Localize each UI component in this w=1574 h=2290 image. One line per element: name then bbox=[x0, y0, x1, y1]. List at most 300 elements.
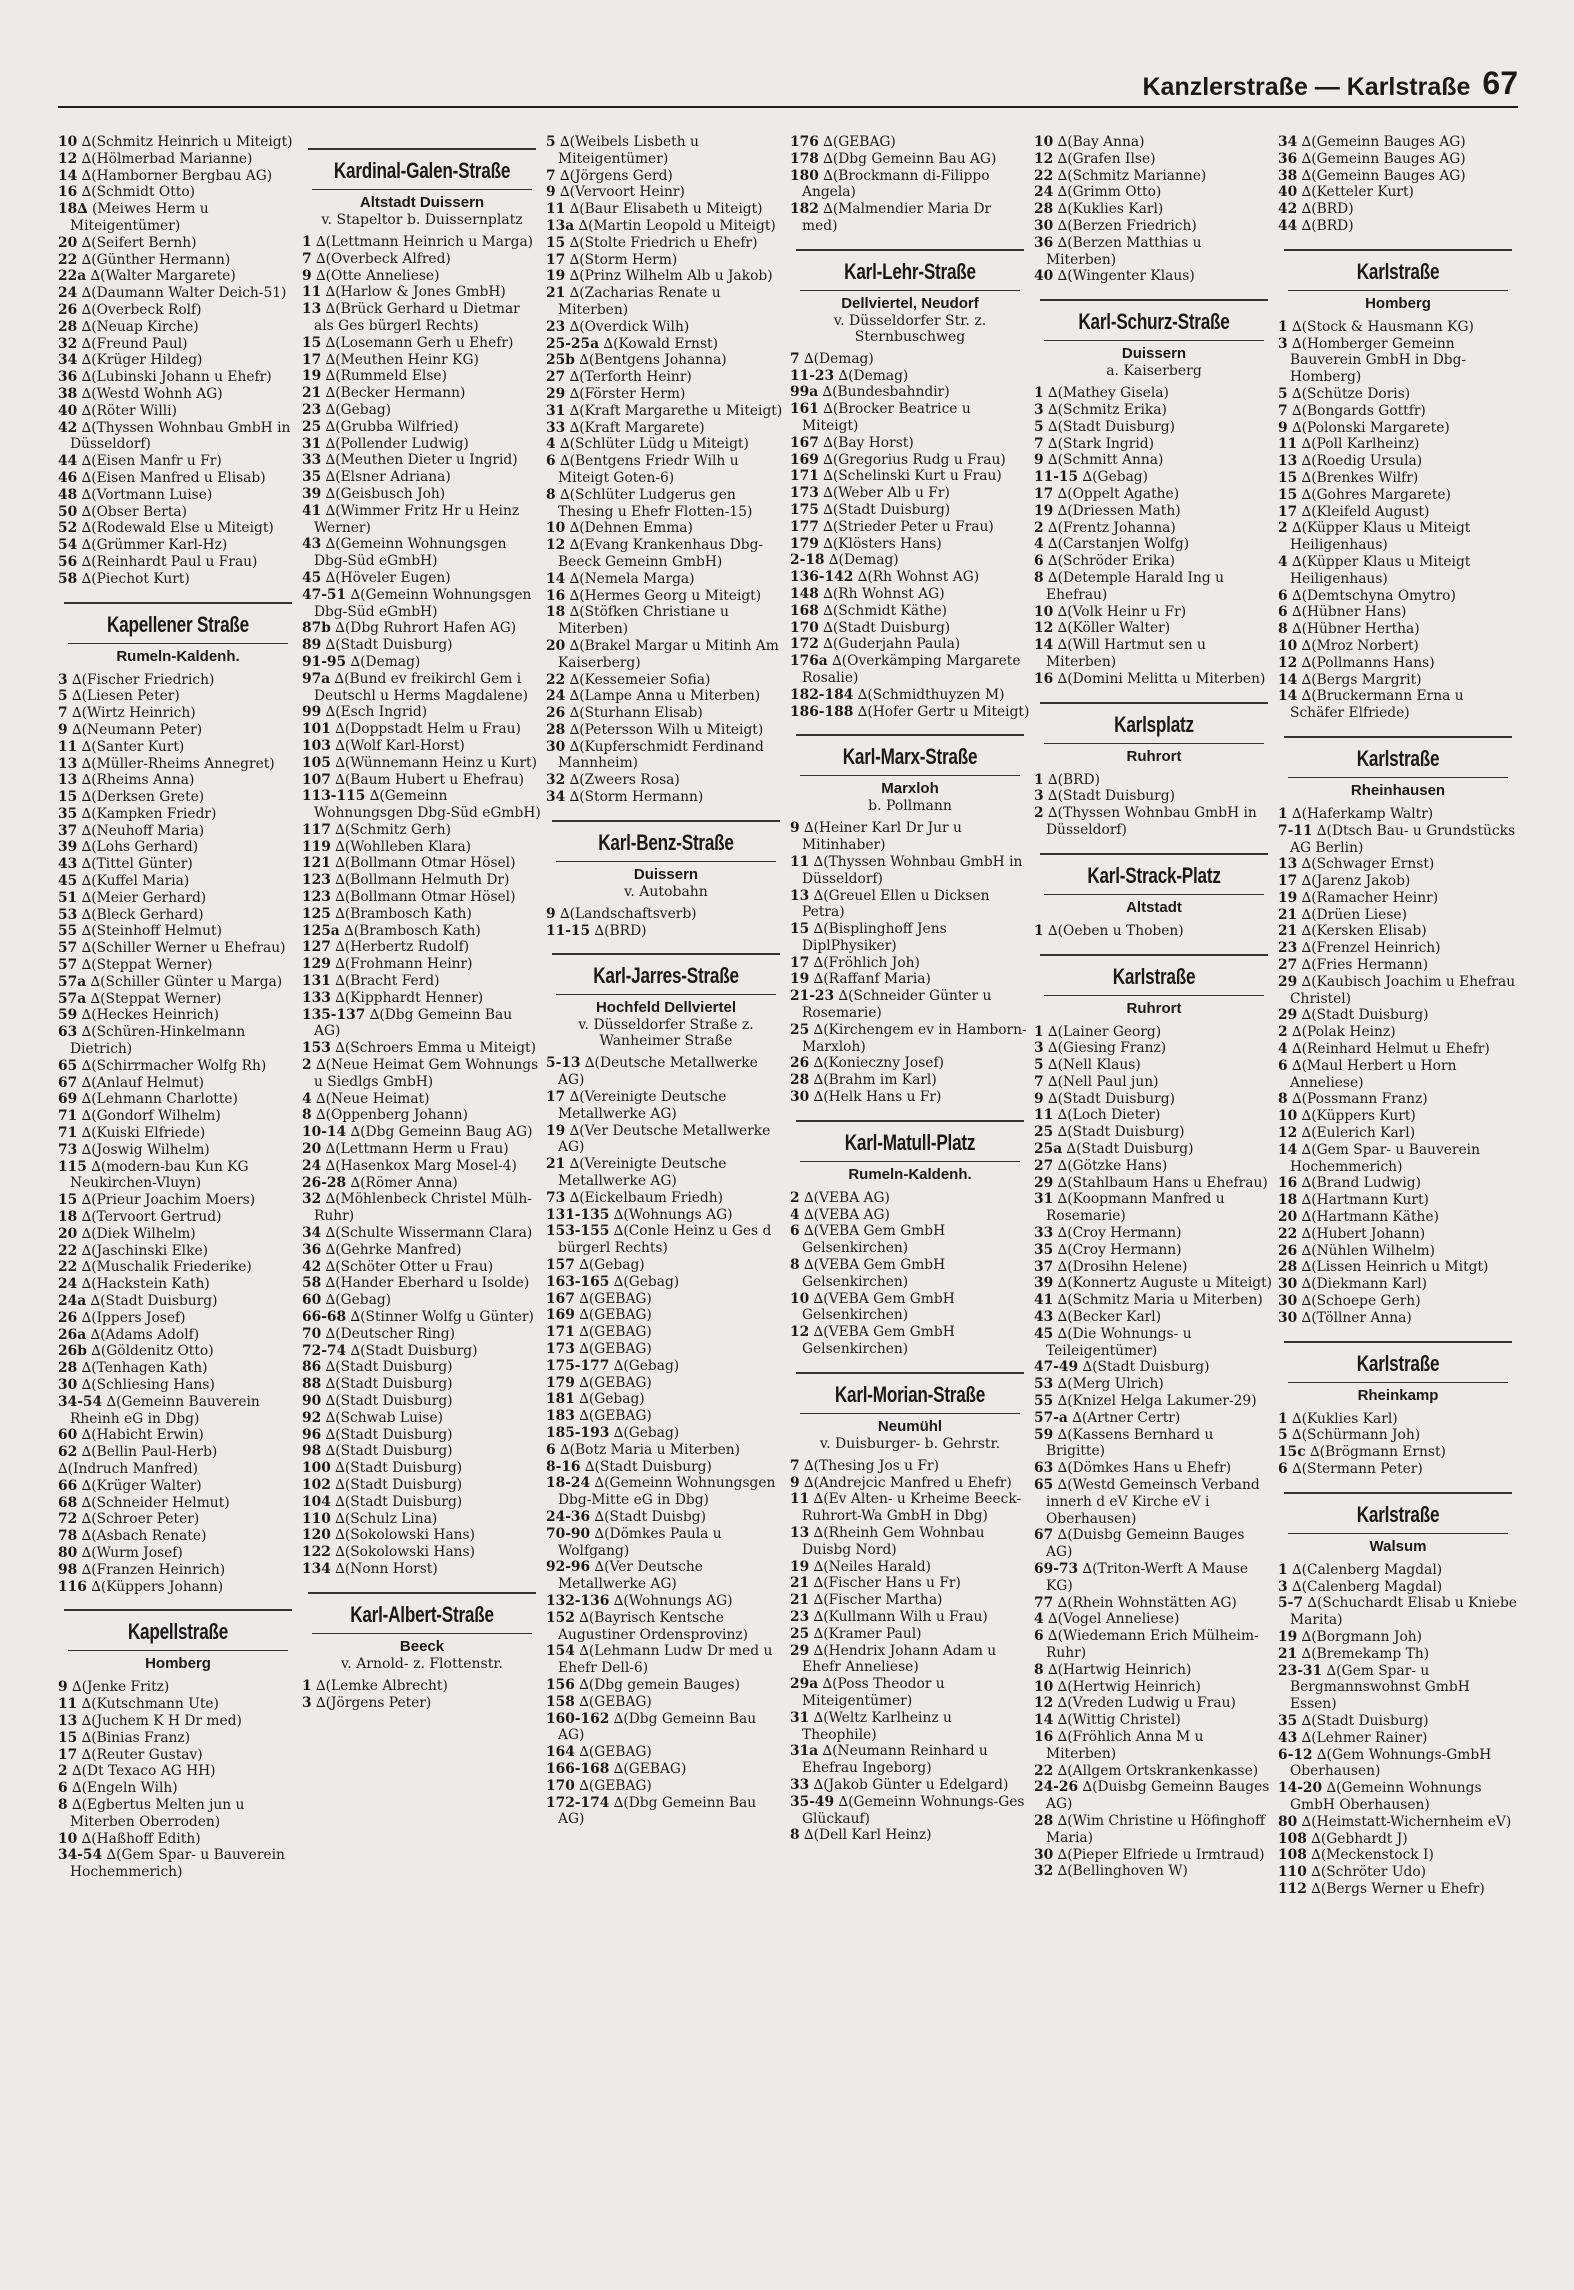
directory-entry bbox=[1278, 201, 1518, 218]
directory-entry bbox=[1034, 1813, 1274, 1847]
directory-entry bbox=[546, 1156, 786, 1190]
house-number: 11 bbox=[58, 1696, 78, 1713]
house-number: 29 bbox=[1034, 1174, 1054, 1191]
house-number: 23-31 bbox=[1278, 1662, 1323, 1679]
directory-entry bbox=[790, 1609, 1030, 1626]
directory-entry bbox=[58, 554, 298, 571]
house-number: 103 bbox=[302, 737, 331, 754]
owner-name: ∆(Knizel Helga Lakumer-29) bbox=[1057, 1393, 1257, 1410]
house-number: 22 bbox=[58, 1259, 78, 1276]
house-number: 53 bbox=[1034, 1376, 1054, 1393]
directory-entry bbox=[790, 1257, 1030, 1291]
owner-name: ∆(Poll Karlheinz) bbox=[1301, 436, 1420, 453]
house-number: 131-135 bbox=[546, 1206, 610, 1223]
house-number: 177 bbox=[790, 518, 819, 535]
owner-name: ∆(Gemeinn Bauges AG) bbox=[1301, 167, 1466, 184]
street-name: Karl-Benz-Straße bbox=[598, 829, 734, 855]
directory-entry bbox=[546, 672, 786, 689]
owner-name: ∆(Neue Heimat Gem Wohnungs u Siedlgs GmbH) bbox=[314, 1057, 539, 1090]
owner-name: ∆(Grubba Wilfried) bbox=[325, 418, 459, 435]
owner-name: ∆(Wittig Christel) bbox=[1057, 1712, 1181, 1729]
owner-name: ∆(Stahlbaum Hans u Ehefrau) bbox=[1057, 1174, 1268, 1191]
owner-name: ∆(Bleck Gerhard) bbox=[81, 906, 204, 923]
directory-entry bbox=[1034, 1695, 1274, 1712]
house-number: 17 bbox=[302, 351, 322, 368]
directory-entry bbox=[58, 1091, 298, 1108]
owner-name: ∆(Stadt Duisburg) bbox=[90, 1293, 218, 1309]
house-number: 15 bbox=[58, 1192, 78, 1209]
owner-name: ∆(Zacharias Renate u Miterben) bbox=[558, 285, 721, 318]
owner-name: ∆(Brand Ludwig) bbox=[1301, 1175, 1421, 1192]
street-heading bbox=[1278, 1492, 1518, 1556]
directory-entry bbox=[1034, 671, 1274, 688]
directory-entry bbox=[1034, 1460, 1274, 1477]
directory-entry bbox=[58, 1831, 298, 1848]
directory-entry bbox=[58, 1360, 298, 1377]
directory-entry bbox=[1034, 1191, 1274, 1225]
owner-name: ∆(Oppenberg Johann) bbox=[316, 1107, 468, 1124]
house-number: 14 bbox=[1278, 1141, 1298, 1158]
owner-name: ∆(Ketteler Kurt) bbox=[1301, 184, 1414, 201]
directory-entry bbox=[546, 1643, 786, 1677]
owner-name: ∆(Stadt Duisbg) bbox=[594, 1508, 707, 1525]
owner-name: ∆(Stark Ingrid) bbox=[1048, 435, 1154, 452]
owner-name: ∆(Seifert Bernh) bbox=[81, 234, 197, 251]
owner-name: ∆(Schliesing Hans) bbox=[81, 1376, 215, 1393]
owner-name: ∆(Günther Hermann) bbox=[81, 251, 231, 268]
house-number: 178 bbox=[790, 150, 819, 167]
owner-name: ∆(Frentz Johanna) bbox=[1048, 519, 1176, 536]
owner-name: ∆(Joswig Wilhelm) bbox=[81, 1141, 210, 1158]
directory-entry bbox=[1278, 554, 1518, 588]
district-name: Walsum bbox=[1369, 1537, 1427, 1555]
owner-name: ∆(Höveler Eugen) bbox=[325, 569, 451, 586]
house-number: 36 bbox=[58, 369, 78, 386]
house-number: 5 bbox=[1278, 1427, 1288, 1444]
owner-name: ∆(Gemeinn Bauverein Rheinh eG in Dbg) bbox=[70, 1393, 260, 1427]
owner-name: ∆(Küppers Johann) bbox=[91, 1578, 224, 1595]
house-number: 125 bbox=[302, 905, 331, 922]
directory-entry bbox=[1034, 1326, 1274, 1360]
house-number: 15 bbox=[302, 334, 322, 351]
house-number: 110 bbox=[302, 1510, 331, 1527]
house-number: 8 bbox=[790, 1257, 800, 1274]
owner-name: ∆(Neuap Kirche) bbox=[81, 318, 199, 335]
owner-name: ∆(Overkämping Margarete Rosalie) bbox=[802, 653, 1021, 686]
directory-entry bbox=[1034, 452, 1274, 469]
directory-entry bbox=[302, 1410, 542, 1427]
house-number: 8 bbox=[1278, 1091, 1288, 1108]
directory-entry bbox=[546, 1778, 786, 1795]
house-number: 12 bbox=[1034, 620, 1054, 637]
district-name: Duissern bbox=[1121, 345, 1187, 363]
house-number: 24 bbox=[546, 688, 566, 705]
directory-entry bbox=[58, 235, 298, 252]
house-number: 45 bbox=[58, 873, 78, 890]
house-number: 112 bbox=[1278, 1880, 1307, 1897]
house-number: 3 bbox=[1034, 1040, 1044, 1057]
owner-name: ∆(Schmitz Heinrich u Miteigt) bbox=[81, 134, 293, 150]
owner-name: ∆(Konnertz Auguste u Miteigt) bbox=[1057, 1275, 1273, 1292]
house-number: 105 bbox=[302, 754, 331, 771]
directory-entry bbox=[1278, 1041, 1518, 1058]
heading-rule bbox=[1040, 299, 1268, 301]
street-name: Karl-Schurz-Straße bbox=[1078, 309, 1230, 335]
directory-entry bbox=[58, 1427, 298, 1444]
district-name: Hochfeld Dellviertel bbox=[595, 999, 737, 1017]
directory-entry bbox=[58, 302, 298, 319]
owner-name: ∆(Gebag) bbox=[325, 1292, 392, 1309]
house-number: 1 bbox=[1034, 385, 1044, 402]
owner-name: ∆(Brambosch Kath) bbox=[344, 922, 481, 939]
house-number: 117 bbox=[302, 821, 331, 838]
directory-entry bbox=[302, 738, 542, 755]
directory-entry bbox=[546, 1711, 786, 1745]
owner-name: ∆(Eickelbaum Friedh) bbox=[569, 1189, 724, 1206]
house-number: 175-177 bbox=[546, 1357, 610, 1374]
house-number: 62 bbox=[58, 1444, 78, 1461]
house-number: 89 bbox=[302, 637, 322, 654]
house-number: 6 bbox=[1034, 1628, 1044, 1645]
owner-name: ∆(Kowald Ernst) bbox=[603, 335, 718, 352]
owner-name: ∆(Stadt Duisburg) bbox=[325, 1376, 453, 1393]
district-name: Beeck bbox=[399, 1637, 445, 1655]
house-number: 163-165 bbox=[546, 1273, 610, 1290]
owner-name: ∆(Wingenter Klaus) bbox=[1057, 268, 1195, 285]
house-number: 25 bbox=[790, 1625, 810, 1642]
directory-entry bbox=[58, 1125, 298, 1142]
directory-entry bbox=[58, 1310, 298, 1327]
house-number: 14 bbox=[1034, 637, 1054, 654]
directory-entry bbox=[546, 1694, 786, 1711]
house-number: 13 bbox=[1278, 453, 1298, 470]
directory-entry bbox=[546, 285, 786, 319]
house-number: 27 bbox=[546, 369, 566, 386]
directory-entry bbox=[1034, 1175, 1274, 1192]
house-number: 8 bbox=[302, 1107, 312, 1124]
directory-entry bbox=[1278, 1259, 1518, 1276]
directory-entry bbox=[546, 1375, 786, 1392]
directory-entry bbox=[58, 1276, 298, 1293]
owner-name: ∆(Steppat Werner) bbox=[81, 957, 213, 974]
house-number: 10 bbox=[1034, 603, 1054, 620]
house-number: 2 bbox=[1034, 519, 1044, 536]
directory-entry bbox=[1034, 1242, 1274, 1259]
house-number: 11-15 bbox=[546, 922, 591, 939]
house-number: 21 bbox=[1278, 1645, 1298, 1662]
owner-name: ∆(Bollmann Otmar Hösel) bbox=[335, 855, 516, 872]
house-number: 39 bbox=[302, 485, 322, 502]
owner-name: ∆(Landschaftsverb) bbox=[560, 905, 697, 922]
owner-name: ∆(Baum Hubert u Ehefrau) bbox=[335, 771, 524, 788]
house-number: 181 bbox=[546, 1391, 575, 1408]
owner-name: ∆(Storm Hermann) bbox=[569, 789, 704, 806]
directory-entry bbox=[546, 134, 786, 168]
owner-name: ∆(Giesing Franz) bbox=[1048, 1040, 1167, 1057]
directory-entry bbox=[1278, 1142, 1518, 1176]
directory-entry bbox=[1278, 134, 1518, 151]
owner-name: ∆(Meckenstock I) bbox=[1311, 1847, 1434, 1864]
owner-name: ∆(Demag) bbox=[804, 350, 874, 367]
house-number: 28 bbox=[58, 318, 78, 335]
house-number: 24 bbox=[58, 285, 78, 302]
house-number: 20 bbox=[302, 1141, 322, 1158]
owner-name: ∆(Borgmann Joh) bbox=[1301, 1628, 1423, 1645]
house-number: 153-155 bbox=[546, 1223, 610, 1240]
owner-name: ∆(Brück Gerhard u Dietmar als Ges bürgerl Rechts) bbox=[314, 301, 520, 334]
page-header bbox=[58, 64, 1518, 108]
house-number: 34-54 bbox=[58, 1847, 103, 1864]
house-number: 69 bbox=[58, 1091, 78, 1108]
owner-name: ∆(Asbach Renate) bbox=[81, 1528, 207, 1545]
owner-name: ∆(Schütze Doris) bbox=[1292, 385, 1411, 402]
house-number: 44 bbox=[1278, 217, 1298, 234]
directory-entry bbox=[58, 420, 298, 454]
house-number: 12 bbox=[790, 1324, 810, 1341]
column-5 bbox=[1034, 134, 1274, 2270]
directory-entry bbox=[302, 1191, 542, 1225]
directory-entry bbox=[1278, 873, 1518, 890]
district-name: Marxloh bbox=[881, 780, 939, 798]
owner-name: ∆(Schmitz Erika) bbox=[1048, 401, 1167, 418]
directory-entry bbox=[1034, 637, 1274, 671]
directory-entry bbox=[302, 620, 542, 637]
house-number: 18 bbox=[58, 1209, 78, 1226]
directory-entry bbox=[58, 1528, 298, 1545]
owner-name: ∆(Doppstadt Helm u Frau) bbox=[335, 721, 521, 738]
owner-name: ∆(Adams Adolf) bbox=[90, 1326, 200, 1343]
directory-entry bbox=[58, 1780, 298, 1797]
directory-entry bbox=[302, 503, 542, 537]
street-name: Karl-Matull-Platz bbox=[844, 1129, 976, 1155]
house-number: 65 bbox=[1034, 1477, 1054, 1494]
house-number: 29 bbox=[546, 385, 566, 402]
owner-name: ∆(Brögmann Ernst) bbox=[1310, 1444, 1446, 1461]
directory-entry bbox=[58, 722, 298, 739]
owner-name: ∆(Kullmann Wilh u Frau) bbox=[813, 1609, 988, 1625]
house-number: 16 bbox=[1034, 1728, 1054, 1745]
directory-entry bbox=[1278, 823, 1518, 857]
directory-entry bbox=[302, 1107, 542, 1124]
street-heading bbox=[1034, 853, 1274, 917]
directory-entry bbox=[1278, 655, 1518, 672]
owner-name: ∆(Gebhardt J) bbox=[1311, 1830, 1408, 1847]
directory-entry bbox=[546, 1341, 786, 1358]
directory-entry bbox=[58, 352, 298, 369]
heading-rule bbox=[796, 734, 1024, 736]
directory-entry bbox=[58, 739, 298, 756]
owner-name: ∆(Kassens Bernhard u Brigitte) bbox=[1046, 1426, 1214, 1460]
house-number: 36 bbox=[1278, 150, 1298, 167]
directory-entry bbox=[546, 1761, 786, 1778]
house-number: 42 bbox=[302, 1258, 322, 1275]
directory-entry bbox=[302, 1477, 542, 1494]
house-number: 30 bbox=[546, 738, 566, 755]
house-number: 35-49 bbox=[790, 1793, 835, 1810]
owner-name: ∆(Herbertz Rudolf) bbox=[335, 939, 470, 956]
directory-entry bbox=[1278, 806, 1518, 823]
directory-entry bbox=[1034, 1376, 1274, 1393]
house-number: 1 bbox=[1278, 318, 1288, 335]
directory-entry bbox=[302, 704, 542, 721]
district-name: Altstadt bbox=[1126, 898, 1182, 916]
owner-name: ∆(Kutschmann Ute) bbox=[81, 1696, 219, 1713]
house-number: 28 bbox=[546, 721, 566, 738]
owner-name: ∆(Rh Wohnst AG) bbox=[857, 569, 980, 586]
house-number: 11 bbox=[302, 284, 322, 301]
owner-name: ∆(Sokolowski Hans) bbox=[335, 1527, 476, 1544]
heading-rule bbox=[1288, 1533, 1508, 1534]
directory-entry bbox=[1034, 385, 1274, 402]
directory-entry bbox=[302, 1544, 542, 1561]
directory-entry bbox=[546, 168, 786, 185]
directory-entry bbox=[546, 1795, 786, 1829]
owner-name: ∆(Malmendier Maria Dr med) bbox=[802, 201, 992, 234]
owner-name: ∆(Küppers Kurt) bbox=[1301, 1108, 1416, 1125]
owner-name: ∆(Schmidthuyzen M) bbox=[857, 686, 1005, 703]
owner-name: ∆(Vereinigte Deutsche Metallwerke AG) bbox=[558, 1156, 727, 1190]
house-number: 10 bbox=[1034, 134, 1054, 150]
directory-entry bbox=[1278, 504, 1518, 521]
directory-entry bbox=[58, 201, 298, 235]
house-number: 18 bbox=[1278, 1192, 1298, 1209]
house-number: 4 bbox=[546, 436, 556, 453]
directory-entry bbox=[546, 923, 786, 940]
house-number: 34 bbox=[302, 1225, 322, 1242]
directory-entry bbox=[1278, 957, 1518, 974]
directory-entry bbox=[302, 1460, 542, 1477]
owner-name: ∆(Stadt Duisburg) bbox=[325, 637, 453, 654]
heading-rule bbox=[556, 861, 776, 862]
owner-name: ∆(Detemple Harald Ing u Ehefrau) bbox=[1046, 569, 1224, 603]
house-number: 30 bbox=[1278, 1276, 1298, 1293]
street-name: Kapellstraße bbox=[127, 1619, 229, 1645]
house-number: 13 bbox=[58, 1712, 78, 1729]
house-number: 30 bbox=[1034, 1846, 1054, 1863]
owner-name: ∆(Neue Heimat) bbox=[316, 1090, 430, 1107]
house-number: 173 bbox=[790, 485, 819, 502]
owner-name: ∆(Lemke Albrecht) bbox=[316, 1677, 448, 1694]
house-number: 40 bbox=[1034, 268, 1054, 285]
owner-name: ∆(Schmitz Marianne) bbox=[1057, 167, 1207, 184]
house-number: 33 bbox=[546, 419, 566, 436]
house-number: 9 bbox=[790, 820, 800, 837]
owner-name: ∆(Santer Kurt) bbox=[81, 738, 185, 755]
street-range: v. Düsseldorfer Str. z. Sternbuschweg bbox=[833, 312, 987, 345]
owner-name: ∆(Hartwig Heinrich) bbox=[1048, 1661, 1192, 1678]
directory-entry bbox=[1278, 1192, 1518, 1209]
house-number: 31 bbox=[302, 435, 322, 452]
owner-name: ∆(Gregorius Rudg u Frau) bbox=[823, 451, 1006, 468]
directory-entry bbox=[790, 351, 1030, 368]
house-number: 167 bbox=[546, 1290, 575, 1307]
directory-entry bbox=[546, 1089, 786, 1123]
directory-entry bbox=[1278, 436, 1518, 453]
house-number: 31 bbox=[790, 1709, 810, 1726]
directory-entry bbox=[58, 1293, 298, 1310]
directory-entry bbox=[790, 921, 1030, 955]
directory-entry bbox=[302, 335, 542, 352]
owner-name: ∆(Küpper Klaus u Miteigt Heiligenhaus) bbox=[1290, 520, 1471, 554]
owner-name: ∆(Thyssen Wohnbau GmbH in Düsseldorf) bbox=[70, 419, 291, 453]
house-number: 7 bbox=[790, 1457, 800, 1474]
house-number: 91-95 bbox=[302, 653, 347, 670]
directory-entry bbox=[302, 906, 542, 923]
directory-entry bbox=[1034, 168, 1274, 185]
owner-name: ∆(Tittel Günter) bbox=[81, 856, 193, 873]
owner-name: ∆(Schulte Wissermann Clara) bbox=[325, 1225, 533, 1242]
owner-name: ∆(Stadt Duisburg) bbox=[1066, 1141, 1194, 1158]
owner-name: ∆(Lampe Anna u Miterben) bbox=[569, 688, 761, 705]
directory-entry bbox=[1278, 1310, 1518, 1327]
house-number: 8 bbox=[1034, 569, 1044, 586]
house-number: 1 bbox=[1034, 1023, 1044, 1040]
street-range: v. Düsseldorfer Straße z. Wanheimer Straße bbox=[578, 1017, 754, 1050]
directory-entry bbox=[302, 973, 542, 990]
directory-entry bbox=[546, 1475, 786, 1509]
house-number: 172 bbox=[790, 636, 819, 653]
house-number: 12 bbox=[1278, 1125, 1298, 1142]
house-number: 21 bbox=[790, 1592, 810, 1609]
directory-entry bbox=[1034, 1847, 1274, 1864]
directory-entry bbox=[790, 1794, 1030, 1828]
owner-name: ∆(GEBAG) bbox=[579, 1777, 652, 1794]
owner-name: ∆(Westd Gemeinsch Verband innerh d eV Kirche eV i Oberhausen) bbox=[1046, 1477, 1260, 1527]
heading-rule bbox=[312, 189, 532, 190]
directory-entry bbox=[302, 1359, 542, 1376]
directory-entry bbox=[546, 1610, 786, 1644]
house-number: 56 bbox=[58, 553, 78, 570]
owner-name: ∆(Fischer Martha) bbox=[813, 1592, 943, 1609]
owner-name: ∆(Duisbg Gemeinn Bauges AG) bbox=[1046, 1527, 1245, 1561]
directory-entry bbox=[790, 1575, 1030, 1592]
house-number: 173 bbox=[546, 1341, 575, 1358]
owner-name: ∆(Koopmann Manfred u Rosemarie) bbox=[1046, 1191, 1225, 1225]
owner-name: ∆(Croy Hermann) bbox=[1057, 1241, 1182, 1258]
directory-entry bbox=[1034, 1779, 1274, 1813]
directory-entry bbox=[302, 469, 542, 486]
owner-name: ∆(Neumann Peter) bbox=[72, 721, 203, 738]
owner-name: ∆(Frohmann Heinr) bbox=[335, 956, 473, 973]
directory-entry bbox=[1278, 1663, 1518, 1713]
house-number: 13 bbox=[58, 755, 78, 772]
owner-name: ∆(Raffanf Maria) bbox=[813, 971, 931, 988]
owner-name: ∆(Neuhoff Maria) bbox=[81, 822, 205, 839]
house-number: 19 bbox=[1278, 889, 1298, 906]
directory-entry bbox=[1278, 319, 1518, 336]
directory-entry bbox=[546, 1509, 786, 1526]
owner-name: ∆(Bisplinghoff Jens DiplPhysiker) bbox=[802, 921, 947, 954]
house-number: 160-162 bbox=[546, 1710, 610, 1727]
directory-entry bbox=[1034, 1410, 1274, 1427]
owner-name: ∆(Röter Willi) bbox=[81, 402, 177, 419]
district-name: Rumeln-Kaldenh. bbox=[116, 647, 240, 665]
directory-entry bbox=[1034, 1275, 1274, 1292]
house-number: 115 bbox=[58, 1158, 87, 1175]
directory-entry bbox=[58, 268, 298, 285]
house-number: 108 bbox=[1278, 1847, 1307, 1864]
directory-entry bbox=[58, 772, 298, 789]
directory-entry bbox=[1034, 469, 1274, 486]
owner-name: ∆(Bergs Werner u Ehefr) bbox=[1311, 1880, 1485, 1897]
house-number: 9 bbox=[1034, 1090, 1044, 1107]
house-number: 168 bbox=[790, 602, 819, 619]
house-number: 97a bbox=[302, 670, 331, 687]
owner-name: ∆(Schneider Günter u Rosemarie) bbox=[802, 988, 992, 1022]
owner-name: ∆(Stadt Duisburg) bbox=[325, 1359, 453, 1376]
house-number: 1 bbox=[1034, 922, 1044, 939]
heading-rule bbox=[68, 1650, 288, 1651]
